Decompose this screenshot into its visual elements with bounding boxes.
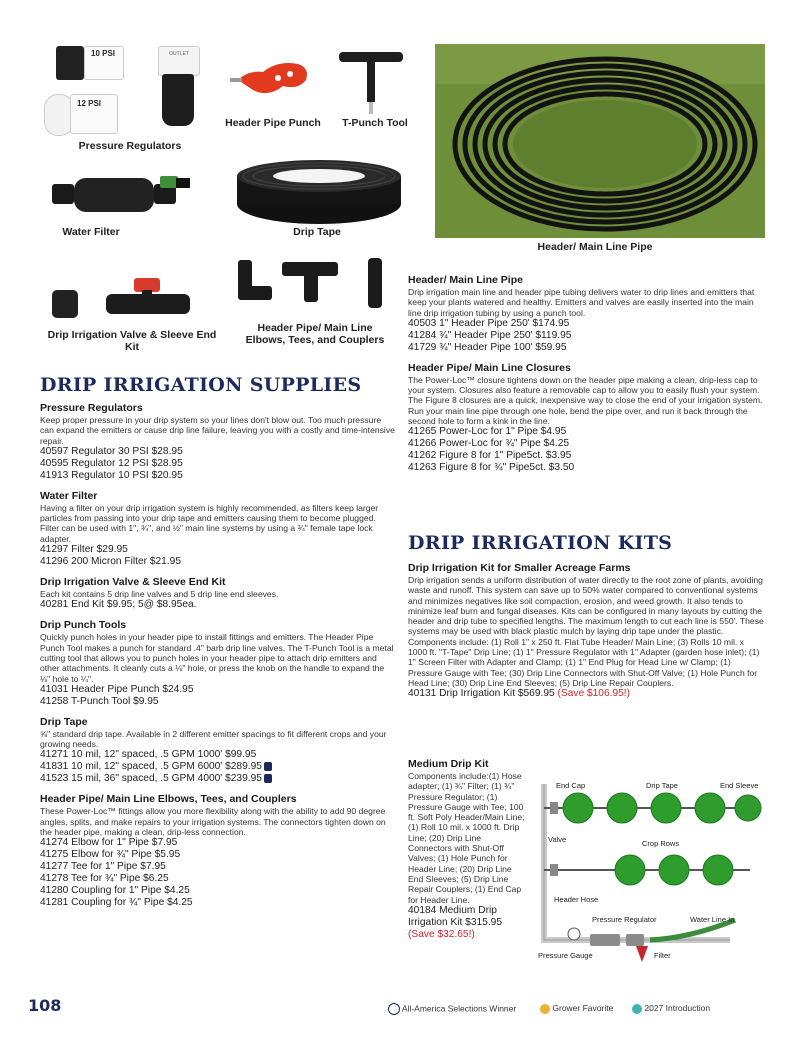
section-body: The Power-Loc™ closure tightens down on the header pipe making a clean, drip-less cap to your system. Closures also feature a removable cap to allow you to easily flush your system. The Figure 8 closures are a quick, inexpensive way to close the end of your irrigation system. Run your main line pipe through one hole, bend the pipe over, and run it back through the second hole to form a kink in the line. [408, 374, 763, 427]
product-item: 41031 Header Pipe Punch $24.95 [40, 683, 194, 695]
shipping-badge-icon [264, 762, 272, 771]
aas-winner-icon [388, 1003, 400, 1015]
section-body: Drip irrigation main line and header pipe tubing delivers water to drip lines and emitters that keep your plants watered and healthy. Emitters and valves are easily inserted into the main line drip irrigation tubing by using a punch tool. [408, 287, 755, 318]
caption-elbows-line1: Header Pipe/ Main Line [257, 322, 373, 334]
regulator-10-psi [56, 46, 84, 80]
product-item: 40595 Regulator 12 PSI $28.95 [40, 457, 183, 469]
regulator-12-label: 12 PSI [70, 94, 118, 134]
product-item: 41523 15 mil, 36" spaced, .5 GPM 4000' $239.95 [40, 773, 396, 785]
product-item: 40184 Medium Drip Irrigation Kit $315.95 [408, 904, 503, 928]
product-item: 41265 Power-Loc for 1" Pipe $4.95 [408, 426, 567, 438]
section-body: ⅝" standard drip tape. Available in 2 different emitter spacings to fit different crops and your growing needs. [40, 728, 387, 750]
section-body: Quickly punch holes in your header pipe to install fittings and emitters. The Header Pipe Punch Tool makes a punch for standard .4" barb drip line valves. The T-Punch Tool is a metal cutting tool that allows you to punch holes in your header pipe to attach drip emitters and other attachments. It cleanly cuts a ⅛" hole, or press the knob on the handle to expand the ⅛" hole to ¼". [40, 632, 394, 684]
caption-valve-sleeve: Drip Irrigation Valve & Sleeve End Kit [47, 329, 217, 353]
diagram-label-crop-rows: Crop Rows [642, 839, 680, 848]
product-item: 41281 Coupling for ¾" Pipe $4.25 [40, 897, 193, 909]
section-title: Header Pipe/ Main Line Elbows, Tees, and Couplers [40, 793, 297, 806]
diagram-label-drip-tape: Drip Tape [646, 781, 678, 790]
section-body: These Power-Loc™ fittings allow you more flexibility along with the ability to add 90 degree angles, splits, and make repairs to your irrigation systems. The connectors tighten down on the header pipe, making a clean, drip-less connection. [40, 806, 386, 838]
section-body: Drip irrigation sends a uniform distribution of water directly to the root zone of plants, avoiding waste and runoff. This system can save up to 50% water compared to conventional systems and minimizes negatives like soil compaction, erosion, and weed growth. It also tends to minimize leaf burn and fungal diseases. Kits can be configured in many layouts by cutting the header and drip tube to specified lengths. The maximum length to cut each line is 550'. These systems may be used with black plastic mulch by laying drip tape under the plastic. Components include: (1) Roll 1" x 250 ft. Flat Tube Header/ Main Line; (3) Rolls 10 mil. x 1000 ft. "T-Tape" Drip Line; (1) 1" Pressure Regulator with 1" Adapter (garden hose inlet); (1) 1" Screen Filter with Adapter and Clamp; (1) 1" End Plug for Head Line w/ Clamp; (1) Pressure Gauge with Tee; (30) Drip Line Connectors with Shut-Off Valve; (1) Hole Punch for Head Line; (30) Drip Line End Sleeves; (5) Drip Line Repair Couplers. [408, 575, 764, 688]
caption-header-pipe-punch: Header Pipe Punch [225, 117, 321, 129]
section-drip-tape [40, 716, 396, 786]
product-item: 41831 10 mil, 12" spaced, .5 GPM 6000' $289.95 [40, 761, 396, 773]
shipping-badge-icon [264, 774, 272, 783]
heading-drip-irrigation-supplies: DRIP IRRIGATION SUPPLIES [40, 374, 362, 396]
section-header-closures [408, 362, 764, 474]
water-filter-photo [48, 172, 196, 224]
section-title: Header Pipe/ Main Line Closures [408, 361, 571, 374]
section-body: Having a filter on your drip irrigation system is highly recommended, as filters keep larger particles from passing into your drip tape and emitters causing them to become plugged. Filter can be used with 1", ¾", and ½" main line systems by using a ¾" female tape lock adapter. [40, 502, 379, 544]
section-title: Water Filter [40, 489, 98, 502]
section-body: Each kit contains 5 drip line valves and 5 drip line end sleeves. [40, 589, 279, 600]
product-item: 41266 Power-Loc for ¾" Pipe $4.25 [408, 438, 570, 450]
product-item: 41296 200 Micron Filter $21.95 [40, 556, 182, 568]
caption-header-main-line-pipe: Header/ Main Line Pipe [537, 241, 653, 253]
section-title: Header/ Main Line Pipe [408, 274, 523, 286]
product-item: 41263 Figure 8 for ¾" Pipe5ct. $3.50 [408, 462, 575, 474]
t-punch-tool-photo [335, 50, 407, 116]
drip-kit-diagram [530, 770, 766, 970]
introduction-icon [632, 1004, 642, 1014]
caption-elbows-tees-couplers [240, 322, 390, 346]
regulator-10-label: 10 PSI [84, 46, 124, 80]
caption-drip-tape: Drip Tape [293, 226, 341, 238]
diagram-label-pressure-gauge: Pressure Gauge [538, 951, 593, 960]
heading-drip-irrigation-kits: DRIP IRRIGATION KITS [408, 532, 673, 554]
caption-water-filter: Water Filter [62, 226, 120, 238]
section-header-main-line-pipe [408, 274, 764, 354]
section-elbows-tees-couplers [40, 793, 396, 909]
legend-aas: All-America Selections Winner [388, 1003, 516, 1015]
regulator-outlet: OUTLET [158, 46, 198, 126]
section-title: Drip Irrigation Kit for Smaller Acreage Farms [408, 562, 631, 574]
product-item: 41274 Elbow for 1" Pipe $7.95 [40, 837, 178, 849]
section-title: Pressure Regulators [40, 402, 143, 414]
product-item: 41275 Elbow for ¾" Pipe $5.95 [40, 849, 181, 861]
savings-text: (Save $106.95!) [557, 688, 631, 700]
product-item: 41729 ¾" Header Pipe 100' $59.95 [408, 341, 567, 353]
section-title: Drip Irrigation Valve & Sleeve End Kit [40, 576, 226, 589]
section-valve-sleeve-kit [40, 576, 396, 611]
product-item: 41278 Tee for ¾" Pipe $6.25 [40, 873, 169, 885]
legend-grower-favorite: Grower Favorite [540, 1003, 613, 1014]
right-column-top [408, 274, 764, 482]
product-item: 40131 Drip Irrigation Kit $569.95 (Save $106.95!) [408, 688, 631, 700]
section-body: Components include:(1) Hose adapter; (1) ¾" Filter; (1) ¾" Pressure Regulator; (1) Pressure Gauge with Tee; 100 ft. Soft Poly Header/Main Line; (1) Roll 10 mil. x 1000 ft. Drip Line; (20) Drip Line Connectors with Shut-Off Valves; (1) Hole Punch for Header Line; (20) Drip Line End Sleeves; (5) Drip Line Repair Couplers; (1) End Cap for Header Line. [408, 771, 525, 905]
section-medium-drip-kit [408, 758, 526, 941]
page-number: 108 [28, 996, 62, 1015]
section-body: Keep proper pressure in your drip system so your lines don't blow out. Too much pressure can expand the emitters or cause drip line failure, leaving you with a costly and time-intensive repair. [40, 415, 395, 446]
header-pipe-punch-photo [228, 50, 318, 110]
section-drip-punch-tools [40, 619, 396, 707]
section-title: Drip Punch Tools [40, 619, 127, 632]
diagram-label-end-sleeve: End Sleeve [720, 781, 759, 790]
left-column [40, 402, 396, 917]
product-item: 40503 1" Header Pipe 250' $174.95 [408, 317, 570, 329]
product-item: 41284 ¾" Header Pipe 250' $119.95 [408, 329, 572, 341]
section-small-acreage-kit [408, 562, 764, 700]
product-item: 41277 Tee for 1" Pipe $7.95 [40, 861, 166, 873]
diagram-label-valve: Valve [548, 835, 567, 844]
section-title: Medium Drip Kit [408, 758, 489, 770]
drip-tape-photo [234, 158, 404, 226]
diagram-label-header-hose: Header Hose [554, 895, 599, 904]
product-item: 41297 Filter $29.95 [40, 544, 128, 556]
product-item: 41262 Figure 8 for 1" Pipe5ct. $3.95 [408, 450, 572, 462]
elbows-tees-couplers-photo [234, 254, 394, 316]
section-water-filter [40, 490, 396, 568]
header-main-line-pipe-photo [435, 44, 765, 238]
product-item: 41913 Regulator 10 PSI $20.95 [40, 469, 183, 481]
caption-elbows-line2: Elbows, Tees, and Couplers [245, 334, 385, 346]
pressure-regulators-photo [40, 42, 200, 140]
caption-pressure-regulators: Pressure Regulators [78, 140, 182, 152]
product-item: 41258 T-Punch Tool $9.95 [40, 695, 159, 707]
savings-text: (Save $32.65!) [408, 928, 475, 940]
legend-introduction: 2027 Introduction [632, 1003, 710, 1014]
valve-sleeve-photo [50, 270, 200, 326]
product-item: 41271 10 mil, 12" spaced, .5 GPM 1000' $99.95 [40, 749, 257, 761]
product-item: 40597 Regulator 30 PSI $28.95 [40, 445, 183, 457]
product-item: 41280 Coupling for 1" Pipe $4.25 [40, 885, 190, 897]
diagram-label-water-line-in: Water Line In [690, 915, 735, 924]
section-pressure-regulators [40, 402, 396, 482]
diagram-label-filter: Filter [654, 951, 671, 960]
diagram-label-pressure-regulator: Pressure Regulator [592, 915, 657, 924]
product-item: 40281 End Kit $9.95; 5@ $8.95ea. [40, 599, 197, 611]
grower-favorite-icon [540, 1004, 550, 1014]
section-title: Drip Tape [40, 715, 88, 728]
diagram-label-end-cap: End Cap [556, 781, 586, 790]
caption-t-punch-tool: T-Punch Tool [342, 117, 408, 129]
